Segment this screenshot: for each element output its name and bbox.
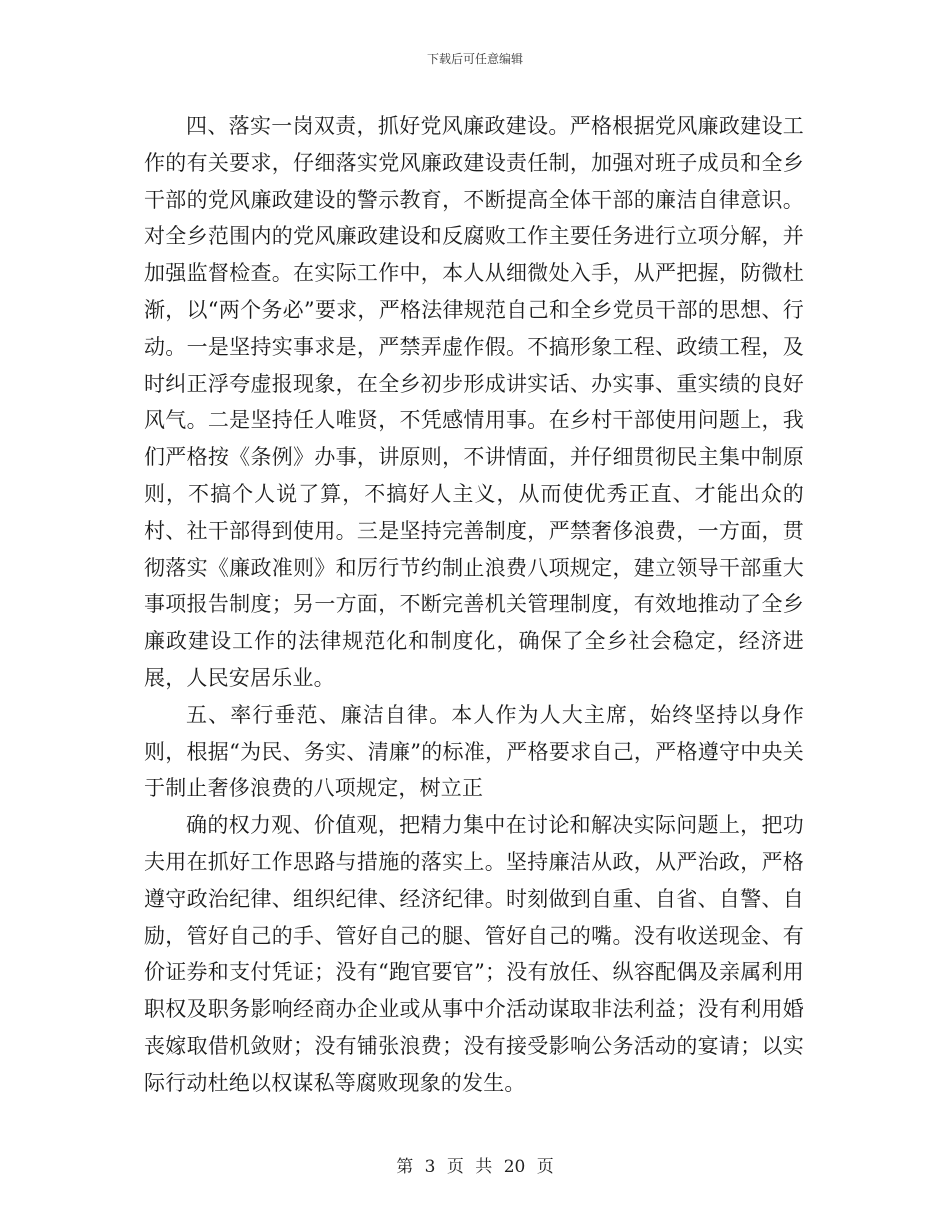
- body-text: [144, 108, 804, 1102]
- page-footer: 第 3 页 共 20 页: [396, 1157, 554, 1177]
- paragraph-section-five: 五、率行垂范、廉洁自律。本人作为人大主席，始终坚持以身作则，根据“为民、务实、清廉”的标准，严格要求自己，严格遵守中央关于制止奢侈浪费的八项规定，树立正: [144, 702, 804, 801]
- paragraph-continuation: 确的权力观、价值观，把精力集中在讨论和解决实际问题上，把功夫用在抓好工作思路与措施的落实上。坚持廉洁从政，从严治政，严格遵守政治纪律、组织纪律、经济纪律。时刻做到自重、自省、自警、自励，管好自己的手、管好自己的腿、管好自己的嘴。没有收送现金、有价证券和支付凭证；没有“跑官要官”；没有放任、纵容配偶及亲属利用职权及职务影响经商办企业或从事中介活动谋取非法利益；没有利用婚丧嫁取借机敛财；没有铺张浪费；没有接受影响公务活动的宴请；以实际行动杜绝以权谋私等腐败现象的发生。: [144, 813, 804, 1095]
- paragraph-section-four: 四、落实一岗双责，抓好党风廉政建设。严格根据党风廉政建设工作的有关要求，仔细落实党风廉政建设责任制，加强对班子成员和全乡干部的党风廉政建设的警示教育，不断提高全体干部的廉洁自律意识。对全乡范围内的党风廉政建设和反腐败工作主要任务进行立项分解，并加强监督检查。在实际工作中，本人从细微处入手，从严把握，防微杜渐，以“两个务必”要求，严格法律规范自己和全乡党员干部的思想、行动。一是坚持实事求是，严禁弄虚作假。不搞形象工程、政绩工程，及时纠正浮夸虚报现象，在全乡初步形成讲实话、办实事、重实绩的良好风气。二是坚持任人唯贤，不凭感情用事。在乡村干部使用问题上，我们严格按《条例》办事，讲原则，不讲情面，并仔细贯彻民主集中制原则，不搞个人说了算，不搞好人主义，从而使优秀正直、才能出众的村、社干部得到使用。三是坚持完善制度，严禁奢侈浪费，一方面，贯彻落实《廉政准则》和厉行节约制止浪费八项规定，建立领导干部重大事项报告制度；另一方面，不断完善机关管理制度，有效地推动了全乡廉政建设工作的法律规范化和制度化，确保了全乡社会稳定，经济进展，人民安居乐业。: [144, 114, 804, 690]
- header-note: 下载后可任意编辑: [426, 52, 523, 66]
